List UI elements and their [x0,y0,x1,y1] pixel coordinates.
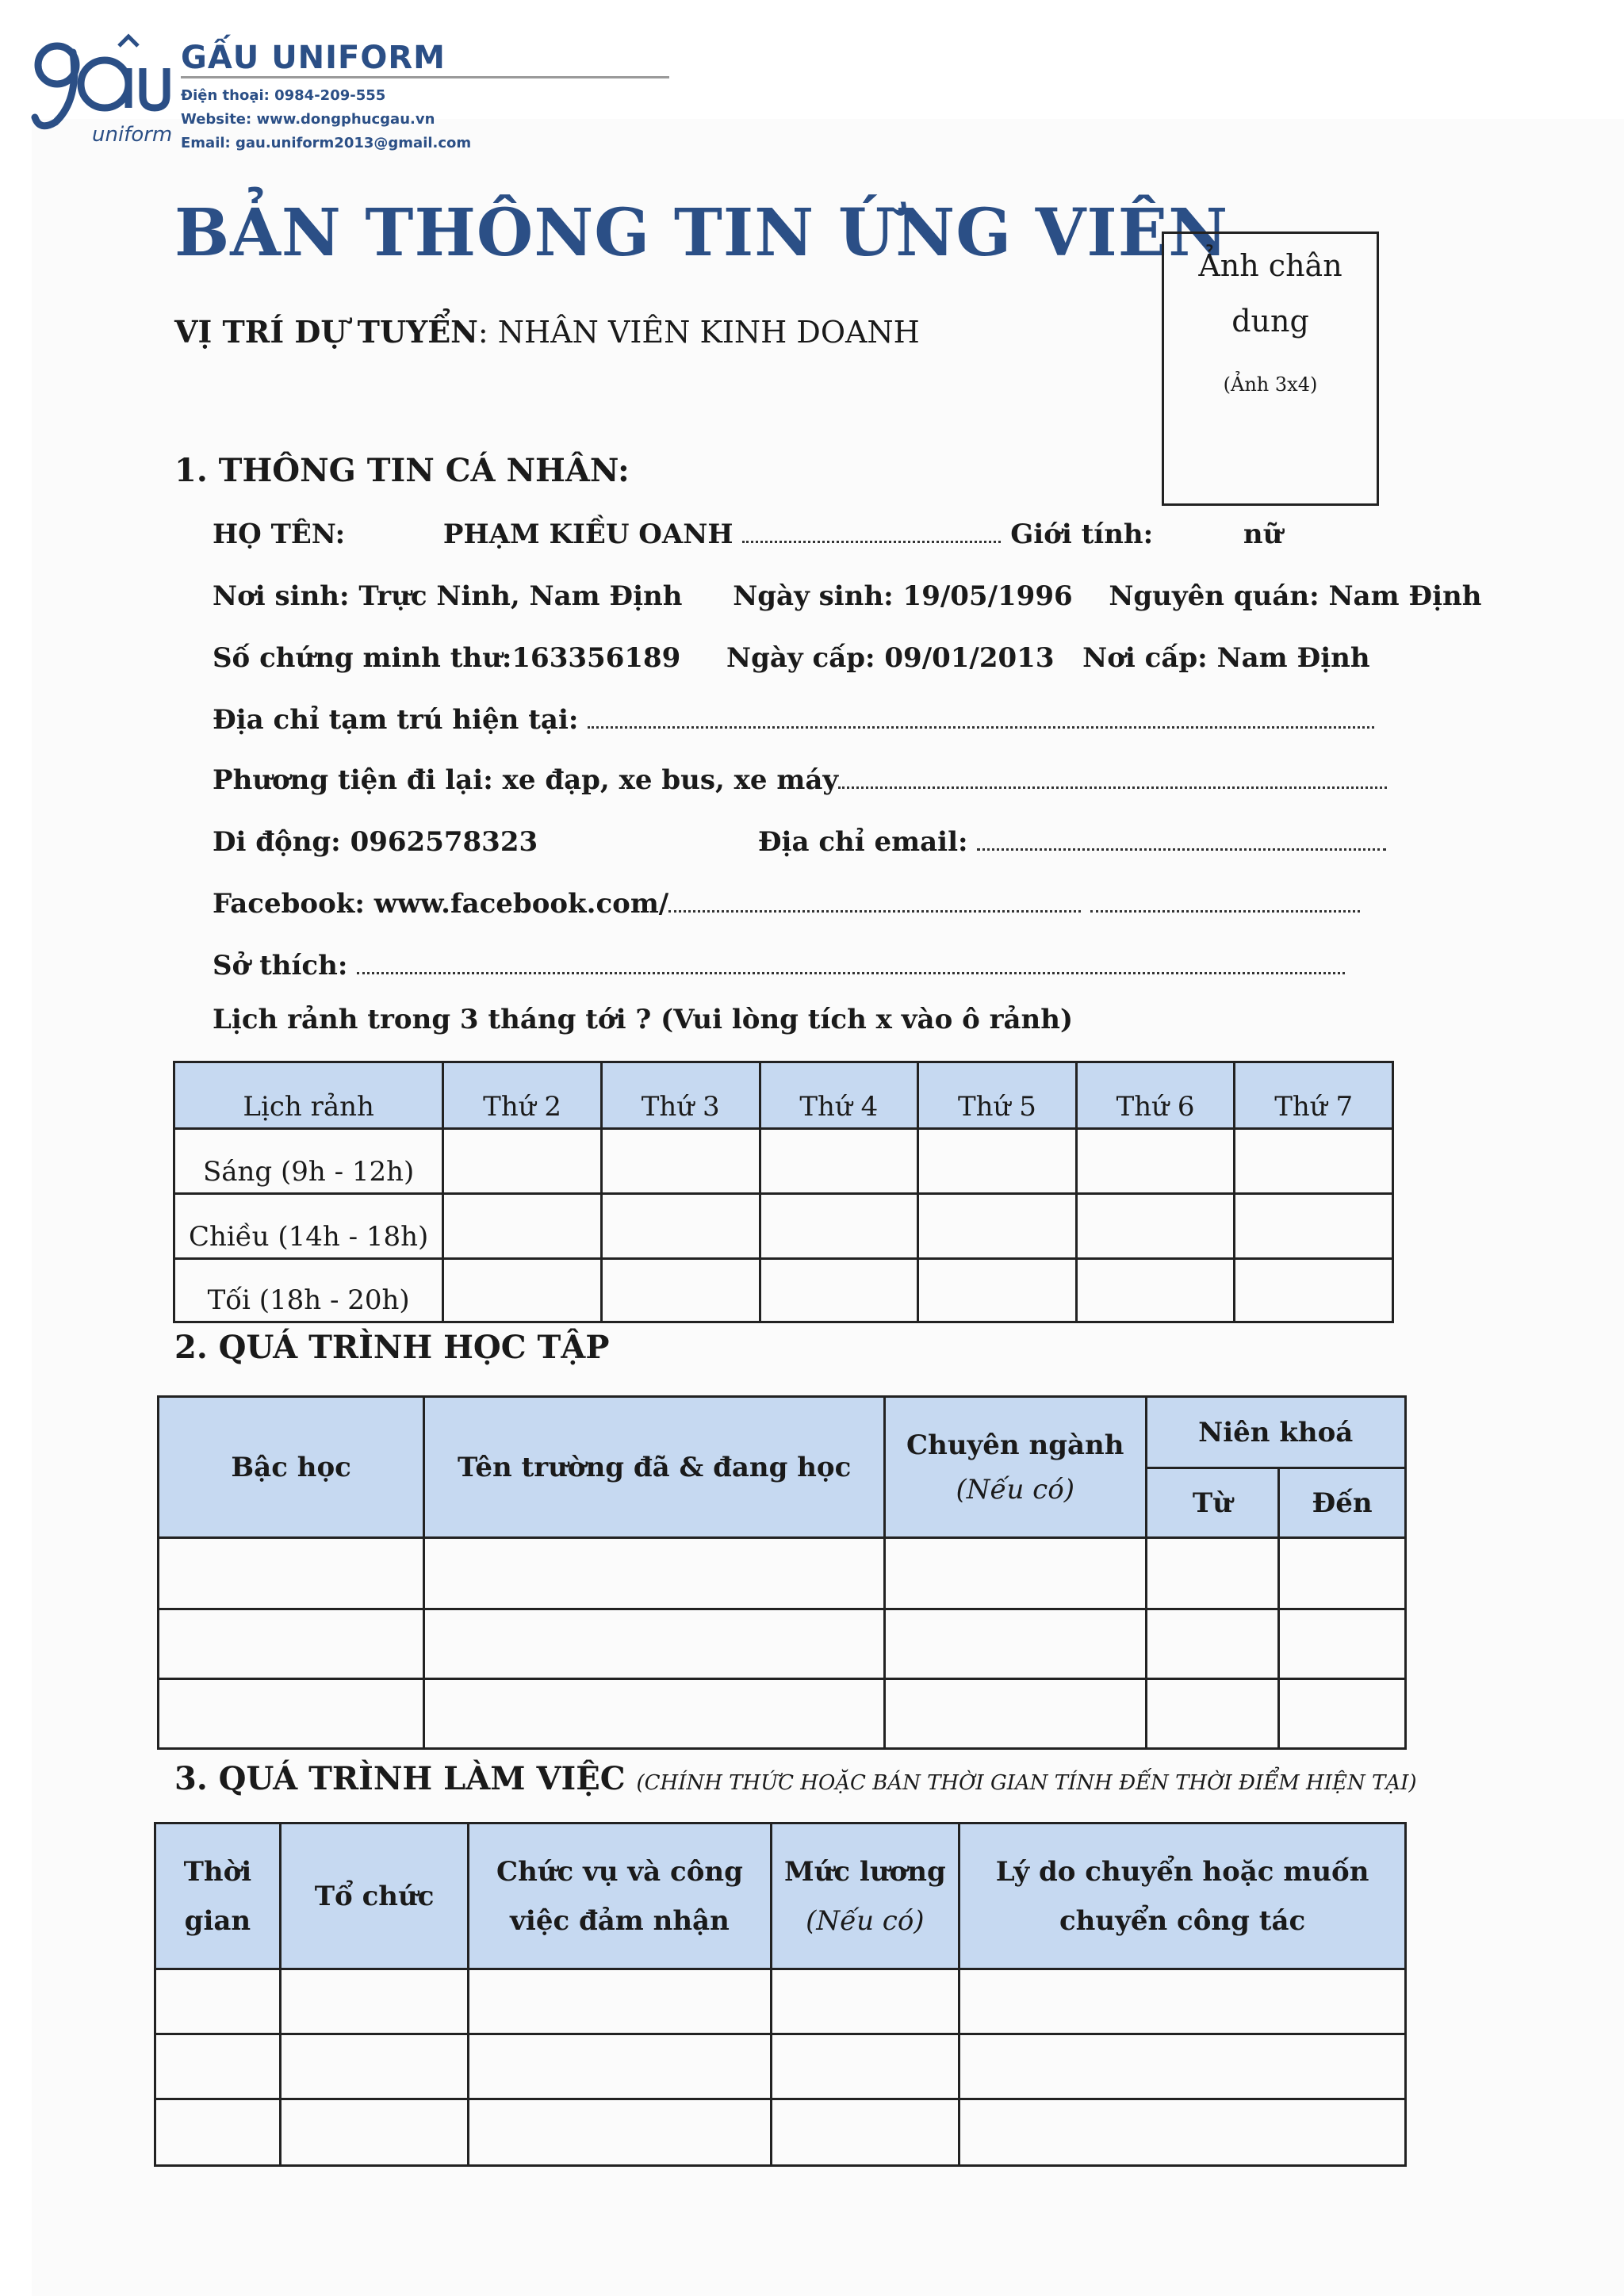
education-cell[interactable] [1279,1538,1406,1609]
schedule-checkbox-cell[interactable] [443,1129,602,1194]
schedule-row [174,1129,1393,1194]
education-cell[interactable] [424,1538,885,1609]
transport-dots [838,769,1387,789]
col-level: Bậc học [159,1397,424,1538]
work-row [155,1969,1406,2034]
work-cell[interactable] [771,2099,959,2166]
work-cell[interactable] [280,2034,469,2099]
schedule-checkbox-cell[interactable] [1235,1194,1393,1259]
col-salary [771,1823,959,1969]
company-email: Email: gau.uniform2013@gmail.com [181,135,472,151]
education-cell[interactable] [424,1609,885,1679]
document-title: BẢN THÔNG TIN ỨNG VIÊN [174,195,1229,271]
work-cell[interactable] [959,2034,1406,2099]
education-cell[interactable] [1146,1609,1279,1679]
photo-line-2: dung [1231,304,1309,339]
company-name: GẤU UNIFORM [181,40,446,76]
education-cell[interactable] [1146,1679,1279,1749]
work-cell[interactable] [959,2099,1406,2166]
position-line [174,314,920,350]
education-table [157,1395,1407,1750]
schedule-checkbox-cell[interactable] [1076,1259,1235,1322]
education-cell[interactable] [1279,1609,1406,1679]
hobby-field[interactable] [357,955,1345,974]
email-label: Địa chỉ email: [757,826,968,858]
schedule-checkbox-cell[interactable] [760,1259,918,1322]
schedule-header-cell: Thứ 4 [760,1062,918,1129]
name-row [213,519,1282,550]
email-field[interactable] [977,831,1386,851]
schedule-checkbox-cell[interactable] [760,1194,918,1259]
col-major-label: Chuyên ngành [906,1429,1124,1461]
schedule-table [173,1061,1394,1323]
col-salary-label: Mức lương [784,1855,946,1888]
col-school: Tên trường đã & đang học [424,1397,885,1538]
schedule-checkbox-cell[interactable] [1076,1194,1235,1259]
schedule-header-cell: Thứ 2 [443,1062,602,1129]
section-1-title: 1. THÔNG TIN CÁ NHÂN: [174,452,630,489]
schedule-checkbox-cell[interactable] [918,1129,1077,1194]
issue-place-field[interactable]: Nơi cấp: Nam Định [1082,642,1370,674]
col-major-note: (Nếu có) [956,1473,1074,1506]
schedule-header-cell: Lịch rảnh [174,1062,443,1129]
facebook-field[interactable]: Facebook: www.facebook.com/ [213,888,669,920]
education-cell[interactable] [885,1538,1146,1609]
section-2-title: 2. QUÁ TRÌNH HỌC TẬP [174,1329,610,1366]
col-to: Đến [1279,1468,1406,1538]
name-dots [742,523,1001,543]
col-time [155,1823,281,1969]
education-cell[interactable] [885,1609,1146,1679]
work-cell[interactable] [155,2099,281,2166]
id-number-field[interactable]: Số chứng minh thư:163356189 [213,642,681,674]
hobby-label: Sở thích: [213,950,348,982]
col-time-line-2: gian [184,1904,251,1937]
mobile-field[interactable]: Di động: 0962578323 [213,826,538,858]
name-value[interactable]: PHẠM KIỀU OANH [442,519,733,550]
position-label: VỊ TRÍ DỰ TUYỂN [174,314,478,350]
section-3-note: (CHÍNH THỨC HOẶC BÁN THỜI GIAN TÍNH ĐẾN THỜI ĐIỂM HIỆN TẠI) [636,1771,1417,1795]
education-cell[interactable] [159,1609,424,1679]
section-3-title [174,1760,1417,1797]
id-row [213,642,1370,674]
address-field[interactable] [588,709,1374,729]
work-cell[interactable] [469,2099,771,2166]
gender-value[interactable]: nữ [1243,519,1283,550]
education-cell[interactable] [885,1679,1146,1749]
contact-row [213,826,1386,858]
col-reason [959,1823,1406,1969]
col-major [885,1397,1146,1538]
transport-row [213,764,1387,796]
birth-row [213,580,1481,612]
col-salary-note: (Nếu có) [806,1904,925,1937]
work-table [154,1822,1407,2167]
col-time-line-1: Thời [183,1855,252,1888]
education-row [159,1538,1406,1609]
photo-line-3: (Ảnh 3x4) [1223,373,1318,396]
schedule-row-label: Sáng (9h - 12h) [174,1129,443,1194]
schedule-row [174,1194,1393,1259]
schedule-header-cell: Thứ 7 [1235,1062,1393,1129]
company-phone: Điện thoại: 0984-209-555 [181,87,386,104]
schedule-checkbox-cell[interactable] [760,1129,918,1194]
photo-line-1: Ảnh chân [1198,248,1342,283]
education-cell[interactable] [159,1538,424,1609]
schedule-prompt: Lịch rảnh trong 3 tháng tới ? (Vui lòng tích x vào ô rảnh) [213,1004,1074,1035]
company-divider [181,76,669,78]
work-row [155,2034,1406,2099]
company-header [181,40,446,76]
company-contacts [181,82,471,154]
work-row [155,2099,1406,2166]
schedule-checkbox-cell[interactable] [601,1129,760,1194]
work-cell[interactable] [771,2034,959,2099]
facebook-row [213,888,1360,920]
company-website: Website: www.dongphucgau.vn [181,111,435,128]
work-header-row [155,1823,1406,1969]
schedule-checkbox-cell[interactable] [601,1194,760,1259]
col-role [469,1823,771,1969]
col-reason-line-2: chuyển công tác [1059,1904,1306,1937]
birthplace-field[interactable]: Nơi sinh: Trực Ninh, Nam Định [213,580,683,612]
hometown-field[interactable]: Nguyên quán: Nam Định [1109,580,1482,612]
col-years: Niên khoá [1146,1397,1406,1468]
svg-text:uniform: uniform [92,123,173,147]
name-label: HỌ TÊN: [213,519,346,550]
facebook-dots [668,893,1081,913]
education-cell[interactable] [159,1679,424,1749]
dob-field[interactable]: Ngày sinh: 19/05/1996 [733,580,1073,612]
education-row [159,1609,1406,1679]
work-cell[interactable] [771,1969,959,2034]
education-row [159,1679,1406,1749]
gender-label: Giới tính: [1010,519,1154,550]
work-cell[interactable] [155,1969,281,2034]
work-cell[interactable] [155,2034,281,2099]
work-cell[interactable] [280,1969,469,2034]
education-cell[interactable] [424,1679,885,1749]
photo-placeholder[interactable] [1162,232,1379,506]
col-org: Tổ chức [280,1823,469,1969]
schedule-header-cell: Thứ 3 [601,1062,760,1129]
col-role-line-2: việc đảm nhận [510,1904,730,1937]
schedule-checkbox-cell[interactable] [443,1259,602,1322]
education-header-row [159,1397,1406,1468]
address-label: Địa chỉ tạm trú hiện tại: [213,704,579,736]
schedule-checkbox-cell[interactable] [443,1194,602,1259]
hobby-row [213,950,1345,982]
schedule-checkbox-cell[interactable] [1076,1129,1235,1194]
issue-date-field[interactable]: Ngày cấp: 09/01/2013 [726,642,1055,674]
gau-uniform-logo [24,29,182,155]
schedule-checkbox-cell[interactable] [601,1259,760,1322]
schedule-row-label: Chiều (14h - 18h) [174,1194,443,1259]
schedule-header-cell: Thứ 6 [1076,1062,1235,1129]
education-cell[interactable] [1279,1679,1406,1749]
work-cell[interactable] [469,2034,771,2099]
schedule-header-cell: Thứ 5 [918,1062,1077,1129]
col-from: Từ [1146,1468,1279,1538]
transport-field[interactable]: Phương tiện đi lại: xe đạp, xe bus, xe máy [213,764,839,796]
col-role-line-1: Chức vụ và công [496,1855,743,1888]
work-cell[interactable] [280,2099,469,2166]
schedule-checkbox-cell[interactable] [918,1194,1077,1259]
col-reason-line-1: Lý do chuyển hoặc muốn [995,1855,1369,1888]
schedule-header-row [174,1062,1393,1129]
schedule-row [174,1259,1393,1322]
facebook-dots-2 [1090,893,1360,913]
schedule-row-label: Tối (18h - 20h) [174,1259,443,1322]
section-3-heading: 3. QUÁ TRÌNH LÀM VIỆC [174,1760,626,1797]
work-cell[interactable] [469,1969,771,2034]
schedule-checkbox-cell[interactable] [1235,1259,1393,1322]
schedule-checkbox-cell[interactable] [918,1259,1077,1322]
schedule-checkbox-cell[interactable] [1235,1129,1393,1194]
position-value: : NHÂN VIÊN KINH DOANH [477,315,920,350]
address-row [213,704,1374,736]
work-cell[interactable] [959,1969,1406,2034]
education-cell[interactable] [1146,1538,1279,1609]
